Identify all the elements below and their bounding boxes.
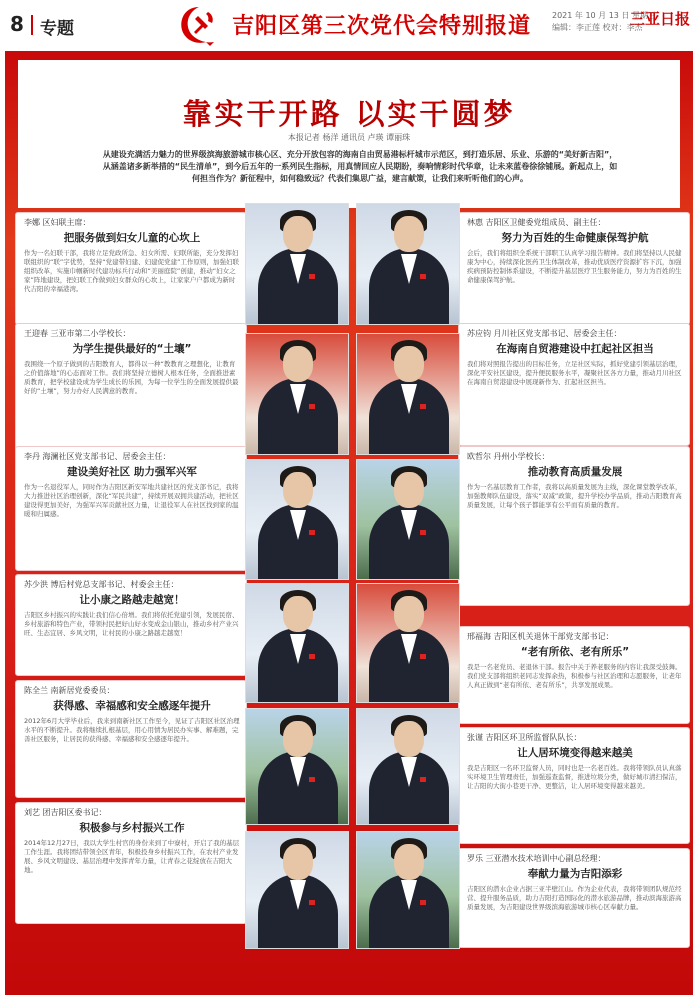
interviewee-role: 欧哲尔 丹州小学校长： [467, 452, 550, 461]
portrait-photo [245, 203, 349, 325]
interviewee-role: 李娜 区妇联主席： [24, 218, 91, 227]
card-body: 2012年6月大学毕业后，我来到南新社区工作至今，见证了吉阳区社区治理水平的不断提升。我将继续扎根基层，用心用情为居民办实事、解难题，完善社区服务，让居民的获得感、幸福感和安全感逐年提升。 [24, 717, 240, 743]
interview-card [458, 212, 690, 325]
intro-panel [18, 60, 680, 208]
interviewee-role: 陈全兰 南新居党委委员： [24, 686, 115, 695]
interview-card [15, 802, 247, 924]
lead-paragraph: 从建设充满活力魅力的世界级滨海旅游城市核心区、充分开放包容的海南自由贸易港标杆城市示范区，到打造乐居、乐业、乐游的“美好新吉阳”，从涵盖诸多新举措的“民生清单”，到今后五年的一系列民生指标，用真情回应人民期盼，奏响情彩时代华章，让未来蓝卷徐徐铺展。新起点上，如何担当作为？新征程中，如何稳致远？代表们集思广益，建言献策，让我们来听听他们的心声。 [102, 150, 618, 183]
interviewee-role: 苏应钧 月川社区党支部书记、居委会主任： [467, 329, 622, 338]
party-emblem-icon [174, 2, 224, 48]
card-body: 吉阳区的潜水企业占据三亚半壁江山。作为企业代表，我将带领团队规范经营、提升服务品质，助力吉阳打造国际化的潜水旅游品牌，推动滨海旅游高质量发展，为吉阳建设世界级滨海旅游城市核心区奉献力量。 [467, 885, 682, 911]
card-body: 吉阳区乡村振兴的实践让我们信心倍增。我们将依托党建引领，发展民宿、乡村旅游和特色产业，带领村民把好山好水变成金山银山，推动乡村产业兴旺、生态宜居、乡风文明，让村民的小康之路越走越宽！ [24, 611, 239, 637]
card-headline: 让人居环境变得越来越美 [517, 747, 633, 759]
card-body: 我们将对照报告提出的目标任务，立足社区实际，抓好党建引领基层治理，深化平安社区建设，提升便民服务水平，凝聚社区各方力量，推动月川社区在海南自贸港建设中展现新作为、扛起社区担当。 [467, 360, 682, 386]
interviewee-role: 罗乐 三亚潜水技术培训中心副总经理： [467, 854, 606, 863]
interviewee-role: 刘艺 团吉阳区委书记： [24, 808, 107, 817]
portrait-photo [245, 459, 349, 580]
card-headline: 努力为百姓的生命健康保驾护航 [501, 232, 649, 244]
card-headline: 奉献力量为吉阳添彩 [527, 868, 623, 880]
page-number: 8 [10, 12, 24, 36]
interview-card [458, 446, 690, 606]
card-headline: 在海南自贸港建设中扛起社区担当 [496, 343, 654, 355]
interview-card [15, 212, 247, 325]
interview-card [458, 323, 690, 446]
interviewee-role: 苏少洪 博后村党总支部书记、村委会主任： [24, 580, 179, 589]
portrait-photo [356, 203, 460, 325]
portrait-photo [356, 583, 460, 703]
interviewee-role: 邢福海 吉阳区机关退休干部党支部书记： [467, 632, 614, 641]
portrait-photo [245, 583, 349, 703]
interview-card [458, 848, 690, 948]
portrait-photo [356, 333, 460, 455]
portrait-photo [356, 831, 460, 949]
interview-card [15, 446, 247, 571]
card-headline: 积极参与乡村振兴工作 [79, 822, 185, 834]
issue-editors: 编辑：李正莲 校对：李杰 [552, 23, 643, 32]
byline: 本报记者 杨洋 通讯员 卢瑛 谭丽珠 [287, 133, 411, 142]
interviewee-role: 李丹 海澜社区党支部书记、居委会主任： [24, 452, 171, 461]
card-body: 我围绕一个原子做到的吉阳教育人，都得以一种“教教育之理想化，让教育之价值落地”的心态面对工作。我们将坚持立德树人根本任务，全面推进素质教育，把学校建设成为学生成长的乐园，为每一位学生的全面发展提供最好的“土壤”，努力办好人民满意的教育。 [24, 360, 239, 395]
card-headline: 推动教育高质量发展 [527, 466, 623, 478]
masthead-logo: 三亚日报 [630, 10, 691, 28]
interviewee-role: 张谨 吉阳区环卫所监督队队长： [467, 733, 582, 742]
portrait-photo [245, 333, 349, 455]
portrait-photo [245, 708, 349, 825]
issue-date: 2021 年 10 月 13 日 星期三 [552, 11, 656, 20]
card-body: 作为一名妇联干部，我将立足党政所急、妇女所需、妇联所能，充分发挥妇联组织的“联”字优势，坚持“党建带妇建、妇建促党建”工作原则，加强妇联组织改革，实施巾帼新时代建功标兵行动和“美丽庭院”创建，推动“妇女之家”阵地建设，把妇联工作做到妇女群众的心坎上，让家家户户都成为新时代吉阳的幸福港湾。 [24, 249, 239, 293]
portrait-photo [356, 459, 460, 580]
interview-card [15, 323, 247, 451]
card-headline: 建设美好社区 助力强军兴军 [67, 466, 197, 478]
card-body: 我是吉阳区一名环卫监督人员，同时也是一名老百姓。我将带领队员认真落实环境卫生管理责任，加强巡查监督，推进垃圾分类，做好城市清扫保洁，让吉阳的大街小巷更干净、更整洁，让人居环境变得越来越美。 [467, 764, 682, 790]
card-body: 2014年12月27日，我以大学生村官的身份来到了中寮村，开启了我的基层工作生涯。我将团结带领全区青年，积极投身乡村振兴工作，在农村产业发展、乡风文明建设、基层治理中发挥青年力量，让青春之花绽放在吉阳大地。 [24, 839, 240, 874]
card-headline: 把服务做到妇女儿童的心坎上 [63, 232, 201, 244]
card-headline: 为学生提供最好的“土壤” [72, 343, 192, 355]
header-divider [31, 15, 33, 35]
card-body: 作为一名基层教育工作者，我将以高质量发展为主线，深化课堂教学改革，加强教师队伍建设，落实“双减”政策，提升学校办学品质，推动吉阳教育高质量发展，让每个孩子都能享有公平而有质量的教育。 [467, 483, 682, 509]
card-body: 会后，我们将组织全系统干部职工认真学习报告精神。我们将坚持以人民健康为中心，持续深化医药卫生体制改革，推动优质医疗资源扩容下沉，加强疾病预防控制体系建设，不断提升基层医疗卫生服务能力，努力为百姓的生命健康保驾护航。 [467, 249, 682, 284]
page-header [0, 0, 698, 50]
card-headline: 获得感、幸福感和安全感逐年提升 [53, 700, 211, 712]
interview-card [15, 574, 247, 676]
interview-card [458, 727, 690, 844]
card-body: 作为一名退役军人，同时作为吉阳区新安军地共建社区的党支部书记，我将大力推进社区治理创新，深化“军民共建”，持续开展双拥共建活动，把社区建设得更加美好，为强军兴军贡献社区力量，让退役军人在社区找到家的温暖和归属感。 [24, 483, 239, 518]
card-body: 我是一名老党员、老退休干部。报告中关于养老服务的内容让我深受鼓舞。我们党支部将组织老同志发挥余热，积极参与社区治理和志愿服务，让老年人真正做到“老有所依、老有所乐”，共享发展成果。 [467, 663, 682, 689]
card-headline: 让小康之路越走越宽！ [79, 594, 185, 606]
interview-card [15, 680, 247, 798]
portrait-photo [245, 831, 349, 949]
banner-title: 吉阳区第三次党代会特别报道 [232, 14, 532, 39]
portrait-photo [356, 708, 460, 825]
interview-card [458, 626, 690, 724]
interviewee-role: 王迎春 三亚市第二小学校长： [24, 329, 131, 338]
card-headline: “老有所依、老有所乐” [520, 646, 630, 658]
interviewee-role: 林惠 吉阳区卫健委党组成员、副主任： [467, 218, 606, 227]
section-label: 专题 [40, 19, 74, 39]
main-title: 靠实干开路 以实干圆梦 [182, 97, 516, 131]
